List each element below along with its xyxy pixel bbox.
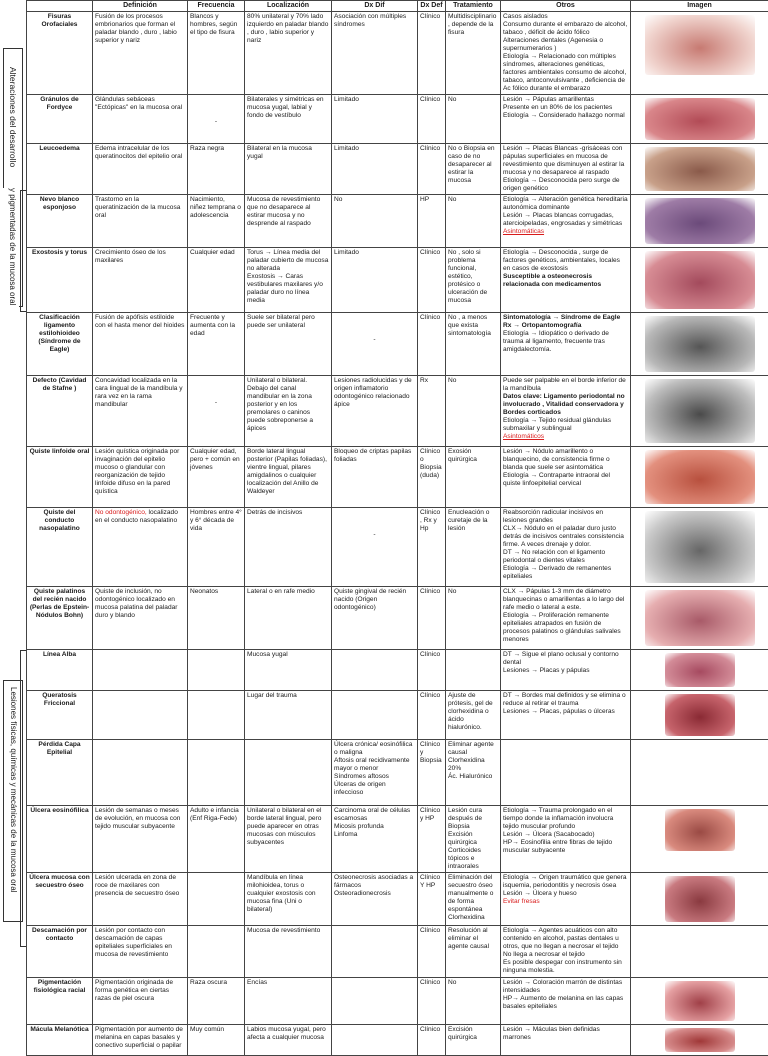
table-row bbox=[27, 313, 768, 376]
clinical-photo bbox=[665, 981, 735, 1021]
cell-frecuencia: Muy común bbox=[188, 1025, 245, 1056]
cell-otros bbox=[501, 978, 631, 1025]
otros-item: Evitar fresas bbox=[503, 898, 628, 906]
cell-tratamiento: Excisión quirúrgica bbox=[446, 1025, 501, 1056]
header-frecuencia: Frecuencia bbox=[188, 1, 245, 12]
otros-item: Reabsorción radicular incisivos en lesiones grandes bbox=[503, 509, 628, 525]
lesion-name: Quiste palatinos del recién nacido (Perlas de Epstein-Nódulos Bohn) bbox=[27, 587, 93, 650]
cell-frecuencia bbox=[188, 376, 245, 447]
table-row bbox=[27, 144, 768, 195]
cell-localizacion: Suele ser bilateral pero puede ser unilateral bbox=[245, 313, 332, 376]
cell-tratamiento: No , a menos que exista sintomatología bbox=[446, 313, 501, 376]
otros-item: Etiología → Agentes acuáticos con alto contenido en alcohol, pastas dentales u otros, que no llegan a necrosar el tejido bbox=[503, 927, 628, 951]
cell-definicion bbox=[93, 650, 188, 691]
cell-line: Síndromes aftosos bbox=[334, 773, 415, 781]
table-row bbox=[27, 978, 768, 1025]
cell-otros bbox=[501, 144, 631, 195]
cell-definicion: Lesión por contacto con descamación de capas epiteliales superficiales en mucosa de revestimiento bbox=[93, 926, 188, 978]
clinical-photo bbox=[665, 653, 735, 687]
cell-dxdif: Lesiones radiolucidas y de origen inflamatorio odontogénico relacionado ápice bbox=[332, 376, 418, 447]
cell-dxdef: Clínico bbox=[418, 144, 446, 195]
cell-frecuencia: Hombres entre 4° y 6° década de vida bbox=[188, 508, 245, 587]
clinical-photo bbox=[645, 15, 755, 75]
clinical-photo bbox=[665, 1028, 735, 1052]
table-row bbox=[27, 926, 768, 978]
cell-definicion: Concavidad localizada en la cara lingual de la mandíbula y rara vez en la rama mandibular bbox=[93, 376, 188, 447]
otros-item: Lesión → Nódulo amarillento o blanquecino, de consistencia firme o blanda que suele ser asintomática bbox=[503, 448, 628, 472]
cell-dxdef: Clínico bbox=[418, 95, 446, 144]
cell-frecuencia: Raza oscura bbox=[188, 978, 245, 1025]
cell-line: Lesión cura después de Biopsia bbox=[448, 807, 498, 831]
otros-item: Es posible despegar con instrumento sin ninguna molestia. bbox=[503, 959, 628, 975]
lesion-name: Exostosis y torus bbox=[27, 248, 93, 313]
otros-item: Lesión → Coloración marrón de distintas intensidades bbox=[503, 979, 628, 995]
cell-definicion: Fusión de los procesos embrionarios que forman el paladar blando , duro , labio superior y nariz bbox=[93, 12, 188, 95]
cell-dxdif bbox=[332, 691, 418, 740]
otros-item: No llega a necrosar el tejido bbox=[503, 951, 628, 959]
otros-item: Datos clave: Ligamento periodontal no involucrado , Vitalidad conservadora y Bordes corticados bbox=[503, 393, 628, 417]
otros-item: Susceptible a osteonecrosis relacionada con medicamentos bbox=[503, 273, 628, 289]
lesion-name: Gránulos de Fordyce bbox=[27, 95, 93, 144]
header-dxdif: Dx Dif bbox=[332, 1, 418, 12]
clinical-photo bbox=[645, 198, 755, 244]
cell-tratamiento: No o Biopsia en caso de no desaparecer al estirar la mucosa bbox=[446, 144, 501, 195]
otros-item: HP→ Eosinofilia entre fibras de tejido muscular subyacente bbox=[503, 839, 628, 855]
otros-item: Asintomáticos bbox=[503, 433, 628, 441]
table-row bbox=[27, 195, 768, 248]
table-row bbox=[27, 447, 768, 508]
lesion-name: Úlcera mucosa con secuestro óseo bbox=[27, 873, 93, 926]
cell-dxdif bbox=[332, 650, 418, 691]
cell-line: Úlceras de origen infeccioso bbox=[334, 781, 415, 797]
otros-item: Etiología → Contraparte intraoral del quiste linfoepitelial cervical bbox=[503, 472, 628, 488]
cell-line: Aftosis oral recidivamente mayor o menor bbox=[334, 757, 415, 773]
cell-localizacion: Bilateral en la mucosa yugal bbox=[245, 144, 332, 195]
otros-item: Lesión → Placas Blancas -grisáceas con pápulas superficiales en mucosa de revestimiento que disminuyen al estirar la mucosa y no desaparece al raspado bbox=[503, 145, 628, 177]
cell-dxdif bbox=[332, 313, 418, 376]
cell-definicion bbox=[93, 740, 188, 806]
cell-tratamiento: No bbox=[446, 376, 501, 447]
cell-frecuencia: Adulto e infancia (Enf Riga-Fede) bbox=[188, 806, 245, 873]
cell-definicion: Pigmentación por aumento de melanina en capas basales y conectivo superficial o papilar bbox=[93, 1025, 188, 1056]
table-row bbox=[27, 740, 768, 806]
cell-tratamiento bbox=[446, 873, 501, 926]
cell-line: Exostosis → Caras vestibulares maxilares y/o paladar duro no línea media bbox=[247, 273, 329, 305]
table-row bbox=[27, 650, 768, 691]
cell-dxdif: Quiste gingival de recién nacido (Origen odontogénico) bbox=[332, 587, 418, 650]
lesion-name: Quiste del conducto nasopalatino bbox=[27, 508, 93, 587]
cell-localizacion: Mucosa de revestimiento que no desaparece al estirar mucosa y no desprende al raspado bbox=[245, 195, 332, 248]
cell-frecuencia bbox=[188, 740, 245, 806]
cell-frecuencia: Blancos y hombres, según el tipo de fisura bbox=[188, 12, 245, 95]
section-label-pigmented bbox=[3, 188, 19, 312]
cell-dxdef: Clínico bbox=[418, 587, 446, 650]
cell-otros bbox=[501, 691, 631, 740]
cell-imagen bbox=[631, 1025, 768, 1056]
otros-item: Etiología → Alteración genética hereditaria autonómica dominante bbox=[503, 196, 628, 212]
otros-item: Alteraciones dentales (Agenesia o supernumerarios ) bbox=[503, 37, 628, 53]
cell-otros bbox=[501, 313, 631, 376]
table-row bbox=[27, 12, 768, 95]
otros-item: Lesión → Máculas bien definidas marrones bbox=[503, 1026, 628, 1042]
otros-item: Asintomáticas bbox=[503, 228, 628, 236]
cell-tratamiento: Multidisciplinario , depende de la fisura bbox=[446, 12, 501, 95]
otros-item: Rx → Ortopantomografía bbox=[503, 322, 628, 330]
table-row bbox=[27, 691, 768, 740]
cell-line: Clorhexidina bbox=[448, 914, 498, 922]
cell-dxdif: Limitado bbox=[332, 144, 418, 195]
header-definicion: Definición bbox=[93, 1, 188, 12]
cell-localizacion: Mucosa de revestimiento bbox=[245, 926, 332, 978]
cell-tratamiento: No bbox=[446, 195, 501, 248]
cell-imagen bbox=[631, 144, 768, 195]
cell-localizacion: Mandíbula en línea milohioidea, torus o cualquier exostosis con mucosa fina (Uni o bilateral) bbox=[245, 873, 332, 926]
cell-definicion: Lesión ulcerada en zona de roce de maxilares con presencia de secuestro óseo bbox=[93, 873, 188, 926]
cell-imagen bbox=[631, 587, 768, 650]
cell-dxdif: Bloqueo de criptas papilas foliadas bbox=[332, 447, 418, 508]
cell-imagen bbox=[631, 740, 768, 806]
lesion-name: Nevo blanco esponjoso bbox=[27, 195, 93, 248]
cell-definicion: Crecimiento óseo de los maxilares bbox=[93, 248, 188, 313]
table-row bbox=[27, 587, 768, 650]
otros-item: DT → No relación con el ligamento periodontal o dientes vitales bbox=[503, 549, 628, 565]
cell-dxdif: Limitado bbox=[332, 248, 418, 313]
otros-item: Etiología → Origen traumático que genera isquemia, periodontitis y necrosis ósea bbox=[503, 874, 628, 890]
lesion-name: Defecto (Cavidad de Stafne ) bbox=[27, 376, 93, 447]
cell-dxdif bbox=[332, 806, 418, 873]
header-name bbox=[27, 1, 93, 12]
cell-localizacion: Mucosa yugal bbox=[245, 650, 332, 691]
otros-item: HP→ Aumento de melanina en las capas basales epiteliales bbox=[503, 995, 628, 1011]
cell-line: Carcinoma oral de células escamosas bbox=[334, 807, 415, 823]
clinical-photo bbox=[645, 590, 755, 646]
table-row bbox=[27, 806, 768, 873]
cell-otros bbox=[501, 806, 631, 873]
header-imagen: Imagen bbox=[631, 1, 768, 12]
otros-item: CLX → Pápulas 1-3 mm de diámetro blanquecinas o amarillentas a lo largo del rafe medio o lateral a este. bbox=[503, 588, 628, 612]
lesion-name: Descamación por contacto bbox=[27, 926, 93, 978]
cell-frecuencia bbox=[188, 926, 245, 978]
clinical-photo bbox=[665, 876, 735, 922]
cell-dxdif bbox=[332, 978, 418, 1025]
otros-item: CLX→ Nódulo en el paladar duro justo detrás de incisivos centrales consistencia firme. A veces drenaje y dolor. bbox=[503, 525, 628, 549]
otros-item: Etiología → Desconocida , surge de factores genéticos, ambientales, locales en casos de exostosis bbox=[503, 249, 628, 273]
cell-dxdef: Clínico o Biopsia (duda) bbox=[418, 447, 446, 508]
otros-item: Consumo durante el embarazo de alcohol, tabaco , déficit de ácido fólico bbox=[503, 21, 628, 37]
table-row bbox=[27, 248, 768, 313]
lesion-name: Línea Alba bbox=[27, 650, 93, 691]
cell-localizacion: Unilateral o bilateral en el borde lateral lingual, pero puede aparecer en otras mucosas con músculos subyacentes bbox=[245, 806, 332, 873]
cell-dxdef: Clínico bbox=[418, 12, 446, 95]
lesion-name: Leucoedema bbox=[27, 144, 93, 195]
clinical-photo bbox=[645, 98, 755, 140]
definition-text: localizado en el conducto nasopalatino bbox=[95, 509, 178, 524]
cell-dxdef: Clínico bbox=[418, 691, 446, 740]
otros-item: Lesión → Úlcera (Sacabocado) bbox=[503, 831, 628, 839]
otros-item: Etiología → Proliferación remanente epiteliales atrapados en fusión de procesos palatinos o glándulas salivales menores bbox=[503, 612, 628, 644]
cell-imagen bbox=[631, 195, 768, 248]
otros-item: DT → Bordes mal definidos y se elimina o reduce al retirar el trauma bbox=[503, 692, 628, 708]
cell-tratamiento bbox=[446, 740, 501, 806]
cell-imagen bbox=[631, 95, 768, 144]
cell-definicion bbox=[93, 691, 188, 740]
cell-dxdef: Clínico bbox=[418, 313, 446, 376]
section-label-text: Alteraciones del desarrollo bbox=[8, 67, 18, 167]
cell-tratamiento: No bbox=[446, 587, 501, 650]
clinical-photo bbox=[645, 450, 755, 504]
cell-tratamiento bbox=[446, 650, 501, 691]
cell-otros bbox=[501, 95, 631, 144]
cell-imagen bbox=[631, 926, 768, 978]
cell-imagen bbox=[631, 691, 768, 740]
cell-imagen bbox=[631, 508, 768, 587]
otros-item: Lesiones → Placas, pápulas o úlceras bbox=[503, 708, 628, 716]
cell-dxdef: Clínico Y HP bbox=[418, 873, 446, 926]
otros-item: Lesión → Placas blancas corrugadas, atercioipeladas, engrosadas y simétricas bbox=[503, 212, 628, 228]
otros-item: Presente en un 80% de los pacientes bbox=[503, 104, 628, 112]
table-header-row bbox=[27, 1, 768, 12]
lesion-name: Pigmentación fisiológica racial bbox=[27, 978, 93, 1025]
empty-dash: - bbox=[190, 118, 242, 126]
cell-definicion: Lesión quística originada por invaginación del epitelio mucoso o glandular con reorganización de tejido linfoide difuso en la pared quística bbox=[93, 447, 188, 508]
lesion-name: Úlcera eosinófilica bbox=[27, 806, 93, 873]
cell-frecuencia bbox=[188, 95, 245, 144]
cell-definicion: Lesión de semanas o meses de evolución, en mucosa con tejido muscular subyacente bbox=[93, 806, 188, 873]
cell-dxdef: Clínico , Rx y Hp bbox=[418, 508, 446, 587]
cell-localizacion: Bilaterales y simétricas en mucosa yugal, labial y fondo de vestíbulo bbox=[245, 95, 332, 144]
cell-imagen bbox=[631, 650, 768, 691]
cell-line: Eliminar agente causal bbox=[448, 741, 498, 757]
cell-dxdef: Rx bbox=[418, 376, 446, 447]
otros-item: Etiología → Considerado hallazgo normal bbox=[503, 112, 628, 120]
cell-dxdif bbox=[332, 740, 418, 806]
table-row bbox=[27, 376, 768, 447]
lesion-name: Quiste linfoide oral bbox=[27, 447, 93, 508]
cell-dxdif bbox=[332, 926, 418, 978]
cell-dxdef: Clínico y Biopsia bbox=[418, 740, 446, 806]
lesion-name: Fisuras Orofaciales bbox=[27, 12, 93, 95]
cell-line: Torus → Línea media del paladar cubierto de mucosa no alterada bbox=[247, 249, 329, 273]
clinical-photo bbox=[645, 379, 755, 443]
cell-localizacion: Detrás de incisivos bbox=[245, 508, 332, 587]
cell-tratamiento: No , solo si problema funcional, estético, protésico o ulceración de mucosa bbox=[446, 248, 501, 313]
table-row bbox=[27, 95, 768, 144]
table-row bbox=[27, 508, 768, 587]
cell-otros bbox=[501, 740, 631, 806]
cell-dxdif: Asociación con múltiples síndromes bbox=[332, 12, 418, 95]
section-label-text: Lesiones físicas, químicas y mecánicas de la mucosa oral bbox=[9, 687, 18, 892]
cell-frecuencia bbox=[188, 691, 245, 740]
cell-otros bbox=[501, 926, 631, 978]
header-localizacion: Localización bbox=[245, 1, 332, 12]
lesion-name: Queratosis Friccional bbox=[27, 691, 93, 740]
cell-otros bbox=[501, 447, 631, 508]
clinical-photo bbox=[665, 694, 735, 736]
cell-line: Excisión quirúrgica bbox=[448, 831, 498, 847]
cell-definicion: Pigmentación originada de forma genética en ciertas razas de piel oscura bbox=[93, 978, 188, 1025]
cell-localizacion: Lateral o en rafe medio bbox=[245, 587, 332, 650]
cell-dxdef: Clínico bbox=[418, 650, 446, 691]
cell-otros bbox=[501, 587, 631, 650]
cell-dxdif: No bbox=[332, 195, 418, 248]
cell-dxdef: Clínico bbox=[418, 926, 446, 978]
cell-line: Ác. Hialurónico bbox=[448, 773, 498, 781]
cell-imagen bbox=[631, 447, 768, 508]
cell-dxdef: Clínico y HP bbox=[418, 806, 446, 873]
otros-item: Puede ser palpable en el borde inferior de la mandíbula bbox=[503, 377, 628, 393]
cell-localizacion: Lugar del trauma bbox=[245, 691, 332, 740]
otros-item: DT → Sigue el plano oclusal y contorno dental bbox=[503, 651, 628, 667]
cell-line: Eliminación del secuestro óseo manualmente o de forma espontánea bbox=[448, 874, 498, 914]
cell-definicion: Glándulas sebáceas "Ectópicas" en la mucosa oral bbox=[93, 95, 188, 144]
cell-otros bbox=[501, 650, 631, 691]
empty-dash: - bbox=[334, 531, 415, 539]
cell-frecuencia: Neonatos bbox=[188, 587, 245, 650]
cell-definicion: Trastorno en la queratinización de la mucosa oral bbox=[93, 195, 188, 248]
otros-item: Etiología → Derivado de remanentes epiteliales bbox=[503, 565, 628, 581]
lesion-name: Clasificación ligamento estilohioideo (Síndrome de Eagle) bbox=[27, 313, 93, 376]
cell-imagen bbox=[631, 248, 768, 313]
otros-item: Etiología → Trauma prolongado en el tiempo donde la inflamación involucra tejido muscular profundo bbox=[503, 807, 628, 831]
cell-tratamiento bbox=[446, 806, 501, 873]
highlight-text: No odontogénico, bbox=[95, 509, 147, 516]
clinical-photo bbox=[645, 147, 755, 191]
cell-otros bbox=[501, 508, 631, 587]
cell-imagen bbox=[631, 376, 768, 447]
cell-frecuencia: Frecuente y aumenta con la edad bbox=[188, 313, 245, 376]
cell-dxdif: Limitado bbox=[332, 95, 418, 144]
cell-definicion: Quiste de inclusión, no odontogénico localizado en mucosa palatina del paladar duro y blando bbox=[93, 587, 188, 650]
cell-definicion bbox=[93, 508, 188, 587]
clinical-photo bbox=[645, 316, 755, 372]
header-tratamiento: Tratamiento bbox=[446, 1, 501, 12]
cell-dxdif bbox=[332, 508, 418, 587]
cell-definicion: Fusión de apófisis estiloide con el hasta menor del hioides bbox=[93, 313, 188, 376]
cell-tratamiento: Resolución al eliminar el agente causal bbox=[446, 926, 501, 978]
clinical-photo bbox=[665, 809, 735, 851]
cell-otros bbox=[501, 376, 631, 447]
otros-item: Etiología → Idiopático o derivado de trauma al ligamento, frecuente tras amigdalectomía. bbox=[503, 330, 628, 354]
clinical-photo bbox=[645, 511, 755, 583]
cell-dxdef: Clínico bbox=[418, 248, 446, 313]
cell-imagen bbox=[631, 12, 768, 95]
lesion-name: Pérdida Capa Epitelial bbox=[27, 740, 93, 806]
cell-tratamiento: No bbox=[446, 95, 501, 144]
header-dxdef: Dx Def bbox=[418, 1, 446, 12]
clinical-photo bbox=[645, 251, 755, 309]
lesion-name: Mácula Melanótica bbox=[27, 1025, 93, 1056]
cell-dxdef: Clínico bbox=[418, 1025, 446, 1056]
cell-line: Clorhexidina 20% bbox=[448, 757, 498, 773]
cell-line: Linfoma bbox=[334, 831, 415, 839]
cell-dxdef: Clínico bbox=[418, 978, 446, 1025]
cell-imagen bbox=[631, 873, 768, 926]
otros-item: Lesión → Pápulas amarillentas bbox=[503, 96, 628, 104]
table-row bbox=[27, 873, 768, 926]
cell-line: Osteonecrosis asociadas a fármacos bbox=[334, 874, 415, 890]
cell-line: Osteoradionecrosis bbox=[334, 890, 415, 898]
cell-localizacion: Unilateral o bilateral. Debajo del canal mandibular en la zona posterior y en los premolares o caninos puede sobreponerse a ápices bbox=[245, 376, 332, 447]
cell-tratamiento: No bbox=[446, 978, 501, 1025]
cell-imagen bbox=[631, 313, 768, 376]
cell-frecuencia bbox=[188, 650, 245, 691]
cell-tratamiento: Enucleación o curetaje de la lesión bbox=[446, 508, 501, 587]
cell-line: Corticoides tópicos e intraorales bbox=[448, 847, 498, 871]
cell-frecuencia: Cualquier edad, pero + común en jóvenes bbox=[188, 447, 245, 508]
cell-frecuencia bbox=[188, 873, 245, 926]
cell-line: Úlcera crónica/ eosinófilica o maligna bbox=[334, 741, 415, 757]
empty-dash: - bbox=[334, 336, 415, 344]
cell-localizacion: 80% unilateral y 70% lado izquierdo en paladar blando , duro , labio superior y nariz bbox=[245, 12, 332, 95]
header-otros: Otros bbox=[501, 1, 631, 12]
cell-frecuencia: Raza negra bbox=[188, 144, 245, 195]
cell-localizacion bbox=[245, 740, 332, 806]
otros-item: Casos aislados bbox=[503, 13, 628, 21]
cell-otros bbox=[501, 1025, 631, 1056]
otros-item: Etiología → Tejido residual glándulas submaxilar y sublingual bbox=[503, 417, 628, 433]
otros-item: Etiología → Desconocida pero surge de origen genético bbox=[503, 177, 628, 193]
cell-otros bbox=[501, 873, 631, 926]
cell-dxdif bbox=[332, 873, 418, 926]
otros-item: Sintomatología → Síndrome de Eagle bbox=[503, 314, 628, 322]
cell-dxdef: HP bbox=[418, 195, 446, 248]
cell-localizacion: Encías bbox=[245, 978, 332, 1025]
section-label-text: y pigmentadas de la mucosa oral bbox=[8, 188, 17, 305]
cell-dxdif bbox=[332, 1025, 418, 1056]
otros-item: Lesión → Úlcera y hueso bbox=[503, 890, 628, 898]
otros-item: Etiología → Relacionado con múltiples síndromes, alteraciones genéticas, factores ambientales consumo de alcohol, tabaco, antoconvulsivante , deficiencia de Ac fólico durante el embarazo bbox=[503, 53, 628, 93]
empty-dash: - bbox=[190, 399, 242, 407]
cell-line: Micosis profunda bbox=[334, 823, 415, 831]
cell-localizacion: Borde lateral lingual posterior (Papilas foliadas), vientre lingual, pilares amigdalinos o cualquier localización del Anillo de Waldeyer bbox=[245, 447, 332, 508]
lesions-table bbox=[26, 0, 768, 1056]
cell-frecuencia: Cualquier edad bbox=[188, 248, 245, 313]
cell-frecuencia: Nacimiento, niñez temprana o adolescencia bbox=[188, 195, 245, 248]
otros-item: Lesiones → Placas y pápulas bbox=[503, 667, 628, 675]
cell-definicion: Edema intracelular de los queratinocitos del epitelio oral bbox=[93, 144, 188, 195]
cell-imagen bbox=[631, 806, 768, 873]
cell-otros bbox=[501, 248, 631, 313]
cell-tratamiento: Ajuste de prótesis, gel de clorhexidina o ácido hialurónico. bbox=[446, 691, 501, 740]
table-row bbox=[27, 1025, 768, 1056]
cell-localizacion: Labios mucosa yugal, pero afecta a cualquier mucosa bbox=[245, 1025, 332, 1056]
cell-imagen bbox=[631, 978, 768, 1025]
cell-localizacion bbox=[245, 248, 332, 313]
cell-otros bbox=[501, 195, 631, 248]
cell-tratamiento: Exosión quirúrgica bbox=[446, 447, 501, 508]
cell-otros bbox=[501, 12, 631, 95]
